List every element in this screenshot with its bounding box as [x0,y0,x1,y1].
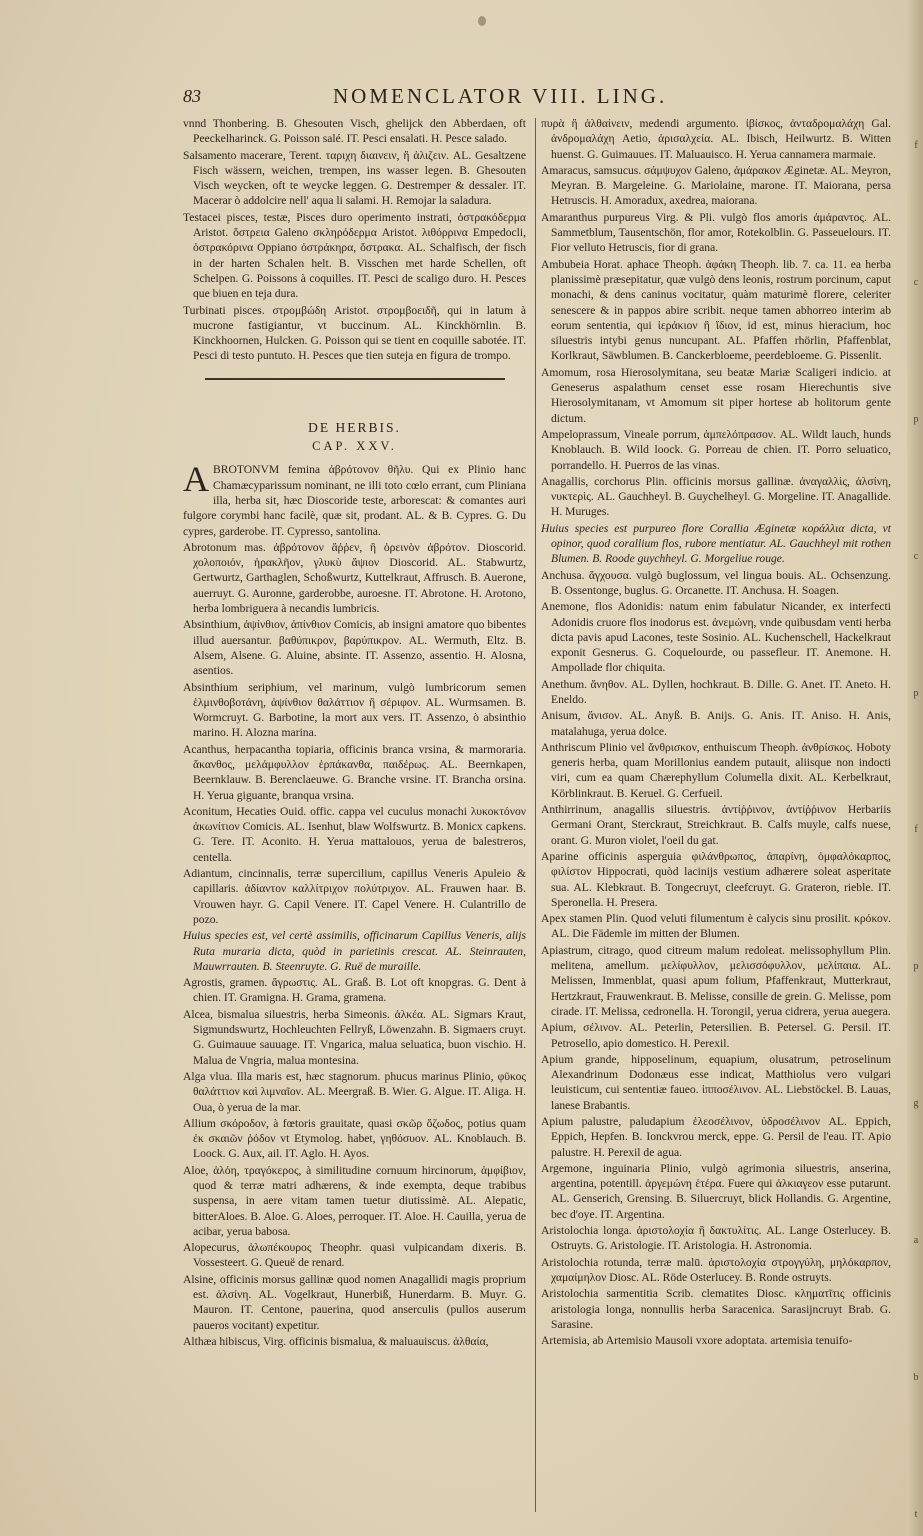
first-entry [183,459,526,538]
lexicon-entry: Anchusa. ἄγχουσα. vulgò buglossum, vel lingua bouis. AL. Ochsenzung. B. Ossentonge, buglus. G. Orcanette. IT. Anchusa. H. Soagen. [541,568,891,597]
lexicon-entry: Alga vlua. Illa maris est, hæc stagnorum. phucus marinus Plinio, φῦκος θαλάττιον καὶ λιμναῖον. AL. Meergraß. B. Wier. G. Algue. IT. Aliga. H. Oua, ò yerua de la mar. [183,1069,526,1114]
lexicon-entry: Alopecurus, ἀλωπέκουρος Theophr. quasi vulpicandam dixeris. B. Vossesteert. G. Queuë de renard. [183,1241,526,1270]
lexicon-entry: Althæa hibiscus, Virg. officinis bismalua, & maluauiscus. ἀλθαία, [183,1334,489,1348]
edge-glyph: p [913,961,919,973]
edge-glyph: g [913,1098,919,1110]
lexicon-entry: Anthriscum Plinio vel ἄνθρισκον, enthuiscum Theoph. ἀνθρίσκος. Hoboty generis herba, quam Morillonius eandem putauit, aliisque non indocti viri, cum ea quam Chærephyllum Columella dixit. AL. Kerbelkraut, Körblinkraut. B. Keruel. G. Cerfueil. [541,740,891,800]
binding-hole [478,16,486,26]
lexicon-entry: Aristolochia longa. ἀριστολοχία ἢ δακτυλίτις. AL. Lange Osterlucey. B. Ostruyts. G. Aristologie. IT. Aristologia. H. Astronomia. [541,1224,891,1253]
lexicon-entry: Acanthus, herpacantha topiaria, officinis branca vrsina, & marmoraria. ἄκανθος, μελάμφυλλον ἑρπάκανθα, παιδέρως. AL. Beernkapen, Beernklauw. B. Berenclaeuwe. G. Branche vrsine. IT. Brancha orsina. H. Yerua giguante, branqua vrsina. [183,742,526,802]
lexicon-entry: Amaranthus purpureus Virg. & Pli. vulgò flos amoris ἀμάραντος. AL. Sammetblum, Tausentschön, flor amor, Rotekolblin. G. Passeuelours. IT. Fior velluto Hetruscis, fior di grana. [541,210,891,255]
lexicon-entry: Anethum. ἄνηθον. AL. Dyllen, hochkraut. B. Dille. G. Anet. IT. Aneto. H. Eneldo. [541,677,891,706]
lexicon-entry: vnnd Thonbering. B. Ghesouten Visch, ghelijck den Abberdaen, oft Peeckelharinck. G. Poisson salé. IT. Pesci ensalati. H. Pesce salado. [183,117,526,146]
right-entries-after-note [541,568,891,1349]
edge-glyph: c [913,550,919,562]
edge-glyph: c [913,276,919,288]
lexicon-entry: Absinthium, ἀψίνθιον, ἀπίνθιον Comicis, ab insigni amatore quo bibentes illud auersantur. βαθύπικρον, βαρύπικρον. AL. Wermuth, Eltz. B. Alsem, Alsene. G. Aluine, absinte. IT. Assenzo, assentio. H. Alosna, asentios. [183,618,526,678]
lexicon-entry: Apium palustre, paludapium ἑλεοσέλινον, ὑδροσέλινον AL. Eppich, Eppich, Hepfen. B. Ionckvrou merck, eppe. G. Persil de l'eau. IT. Apio palustre. H. Perexil de agua. [541,1115,891,1159]
right-note: Huius species est purpureo flore Corallia Æginetæ κοράλλια dicta, vt opinor, quod corallium flos, rubore mentiatur. AL. Gauchheyl mit rothen Blumen. B. Roode guychheyl. G. Morgeliue rouge. [541,521,891,566]
lexicon-entry: Artemisia, ab Artemisio Mausoli vxore adoptata. artemisia tenuifo- [541,1334,853,1348]
section-title: DE HERBIS. [308,419,401,435]
lexicon-entry: Allium σκόροδον, à fœtoris grauitate, quasi σκῶρ ὄζωδος, potius quam ἐκ σκαιῶν ῥόδον vt Etymolog. habet, γηθόσυον. AL. Knoblauch. B. Loock. G. Aux, ail. IT. Aglo. H. Ayos. [183,1116,526,1161]
edge-glyph: b [913,1372,919,1384]
edge-glyph: f [914,140,918,151]
lexicon-entry: Adiantum, cincinnalis, terræ supercilium, capillus Veneris Apuleio & capillaris. ἀδίαντον καλλίτριχον πολύτριχον. AL. Frauwen haar. B. Vrouwen hayr. G. Capil Venere. IT. Capel Venere. H. Culantrillo de pozo. [183,867,526,926]
lexicon-entry: Ampeloprassum, Vineale porrum, ἀμπελόπρασον. AL. Wildt lauch, hunds Knoblauch. B. Wild loock. G. Porreau de chien. IT. Porro seluatico, porrandello. H. Puerros de las vinas. [541,427,891,472]
left-entries [183,540,526,927]
lexicon-entry: Anagallis, corchorus Plin. officinis morsus gallinæ. ἀναγαλλὶς, ἀλσίνη, νυκτερὶς. AL. Gauchheyl. B. Guychelheyl. G. Morgeline. IT. Anagallide. H. Muruges. [541,474,891,519]
lexicon-entry: Amaracus, samsucus. σάμψυχον Galeno, ἀμάρακον Æginetæ. AL. Meyron, Meyran. B. Margeleine. G. Mariolaine, marone. IT. Maiorana, persa Hetruscis. H. Amoradux, axedrea, maiorana. [541,163,891,208]
lexicon-entry: Aloe, ἀλόη, τραγόκερος, à similitudine cornuum hircinorum, ἀμφίβιον, quod & terræ matri adhærens, & inde exempta, deque trabibus suspensa, in aere vitam tamen tuetur diutissimè. AL. Alepatic, bitterAloes. B. Aloe. G. Aloes, perroquer. IT. Aloe. H. Cauilla, yerua de acibar, yerua babosa. [183,1163,526,1238]
lexicon-entry: Aconitum, Hecaties Ouid. offic. cappa vel cuculus monachi λυκοκτόνον ἀκωνίτιον Comicis. AL. Isenhut, blaw Wolfswurtz. B. Monicx capkens. G. Tere. IT. Aconito. H. Yerua mattalouos, yerua de balestreros, centella. [183,804,526,864]
edge-glyph: f [914,824,918,836]
left-note: Huius species est, vel certè assimilis, officinarum Capillus Veneris, alijs Ruta muraria dicta, quòd in parietinis crescat. AL. Steinrauten, Mauwrrauten. B. Steenruyte. G. Ruë de muraille. [183,929,526,973]
first-entry-text: BROTONVM femina ἀβρότονον θῆλυ. Qui ex Plinio hanc Chamæcyparissum nominant, ne illi toto cœlo errant, cum Pliniana illa, herba sit, hæc Dioscoride teste, arborescat: & comantes auri fulgore corymbi hanc facilè, quæ sit, prodant. AL. & B. Cypres. G. Du cypres, garderobe. IT. Cypresso, santolina. [183,463,526,538]
lexicon-entry: Apium grande, hipposelinum, equapium, olusatrum, petroselinum Alexandrinum Dodonæus esse indicat, Matthiolus vero vulgari leuisticum, cui sententiæ faueo. ἱπποσέλινον. AL. Liebstöckel. B. Lauas, lanese Brabantis. [541,1052,891,1112]
lexicon-entry: Apiastrum, citrago, quod citreum malum redoleat. melissophyllum Plin. melitena, amellum. μελίφυλλον, μελισσόφυλλον, μελίπαια. AL. Melissen, Immenblat, quasi apum folium, Pfaffenkraut, Mutterkraut, Hertzkraut, Frauwenkraut. B. Melisse, consille de grein. G. Melisse, pom cirade. IT. Melissa, cedronella. H. Torongil, yerua cidrera, yerua auegera. [541,943,892,1018]
lexicon-entry: Argemone, inguinaria Plinio, vulgò agrimonia siluestris, anserina, argentina, potentill. ἀργεμώνη ἑτέρα. Fuere qui ἀλκιαγεον esse putarunt. AL. Genserich, Grensing. B. Siluercruyt, blick Hollandis. G. Argentine, bec d'oye. IT. Argentina. [541,1161,891,1221]
lexicon-entry: Amomum, rosa Hierosolymitana, seu beatæ Mariæ Scaligeri indicio. at Geneserus aspalathum censet esse rosam Hierechuntis sive Hierosolymitanam, vt Amomum sit piper hortese ab holitorum gente dictum. [541,365,891,425]
edge-glyph: p [913,413,919,425]
lexicon-entry: Aristolochia rotunda, terræ malū. ἀριστολοχία στρογγύλη, μηλόκαρπον, χαμαίμηλον Diosc. AL. Röde Osterlucey. B. Ronde ostruyts. [541,1255,891,1284]
lexicon-entry: Aparine officinis asperguia φιλάνθρωπος, ἀπαρίνη, ὀμφαλόκαρπος, φιλίστον Hippocrati, quòd lacinijs vestium adhærere soleat asperitate sua. AL. Klebkraut. B. Tongecruyt, cleefcruyt. G. Grateron, rieble. IT. Speronella. H. Presera. [541,849,891,909]
running-title: NOMENCLATOR VIII. LING. [333,84,668,108]
right-entries [541,116,891,520]
chapter-title: CAP. XXV. [312,439,397,454]
lexicon-entry: Abrotonum mas. ἀβρότονον ἄῤῥεν, ἢ ὀρεινὸν ἀβρότον. Dioscorid. χολοποιόν, ἡρακλῆον, γλυκὺ ἄψιον Dioscorid. AL. Stabwurtz, Gertwurtz, Garthaglen, Schoßwurtz, Kuttelkraut, Affrusch. B. Auerone, auerruyt. G. Auronne, garderobbe, auroesne. IT. Abrotone. H. Arotono, herba lombriguera à necandis lumbricis. [183,540,526,616]
page-header [183,84,883,112]
facing-page-glyphs [911,140,921,1520]
lexicon-entry: Anisum, ἄνισον. AL. Anyß. B. Anijs. G. Anis. IT. Aniso. H. Anis, matalahuga, yerua dolce. [541,709,891,738]
page-number: 83 [183,86,201,106]
lexicon-entry: Testacei pisces, testæ, Pisces duro operimento instrati, ὀστρακόδερμα Aristot. ὄστρεια Galeno σκληρόδερμα Aristot. λιθόρρινα Empedocli, ὀστρακόρινα Oppiano ὀστράκηρα, ὄστρακα. AL. Schalfisch, der fisch in der harten Schalen helt. B. Visschen met harde Schellen, oft Schelpen. G. Poissons à coquilles. IT. Pesci de scaligo duro. H. Pesces que biuen en teja dura. [183,210,526,301]
left-column [183,116,526,1350]
section-divider [205,378,505,380]
lexicon-entry: Absinthium seriphium, vel marinum, vulgò lumbricorum semen ἑλμινθοβοτάνη, ἀψίνθιον θαλάττιον ἢ σέριφον. AL. Wurmsamen. B. Wormcruyt. G. Barbotine, la mort aux vers. IT. Assenzo, ò absinthio marino. H. Alozna marina. [183,680,526,740]
lexicon-entry: Apium, σέλινον. AL. Peterlin, Petersilien. B. Petersel. G. Persil. IT. Petrosello, apio domestico. H. Perexil. [541,1021,891,1050]
drop-cap-initial: A [183,459,209,500]
lexicon-entry: Apex stamen Plin. Quod veluti filumentum è calycis sinu prosilit. κρόκον. AL. Die Fädemle im mitten der Blumen. [541,912,891,941]
lexicon-entry: Alsine, officinis morsus gallinæ quod nomen Anagallidi magis proprium est. ἀλσίνη. AL. Vogelkraut, Hunerbiß, Hunerdarm. B. Muyr. G. Mauron. IT. Centone, pauerina, quod anserculis (pullos auserum paueros vocitant) expetitur. [183,1272,526,1332]
column-rule [535,118,536,1512]
lexicon-entry: Aristolochia sarmentitia Scrib. clematites Diosc. κληματῖτις officinis aristologia longa, nonnullis herba Saracenica. Sarasijncruyt Brab. G. Sarasine. [541,1287,891,1331]
lexicon-entry: Alcea, bismalua siluestris, herba Simeonis. ἀλκέα. AL. Sigmars Kraut, Sigmundswurtz, Hochleuchten Fellryß, Löwenzahn. B. Sigmaers cruyt. G. Guimauue sauuage. IT. Vngarica, malua seluatica, buon vischio. H. Malua de Vngria, malua montesina. [183,1007,526,1067]
left-entries-after-note [183,975,526,1349]
facing-page-edge [907,0,923,1536]
lexicon-entry: Salsamento macerare, Terent. ταριχη διαινειν, ἢ ἀλιζειν. AL. Gesaltzene Fisch wässern, weichen, trempen, ins wasser legen. B. Ghesouten Visch weycken, oft te weycke leggen. G. Destremper & dessaler. IT. Macerar ò addolcire nell' aqua li salami. H. Remojar la saladura. [183,148,526,208]
right-column [541,116,891,1508]
lexicon-entry: πυρὰ ἢ ἀλθαίνειν, medendi argumento. ἰβίσκος, ἀνταδρομαλάχη Gal. ἀνδρομαλάχη Aetio, ἀρισαλχεία. AL. Ibisch, Heilwurtz. B. Witten huenst. G. Guimauues. IT. Maluauisco. H. Yerua cannamera marmaie. [541,117,891,161]
lexicon-entry: Anthirrinum, anagallis siluestris. ἀντίῤῥινον, ἀντίῤῥινον Herbariis Germani Orant, Sterckraut, Streichkraut. B. Calfs muyle, calfs nuese, orant. G. Muron violet, l'oeil du gat. [541,803,891,847]
lexicon-entry: Agrostis, gramen. ἄγρωστις. AL. Graß. B. Lot oft knopgras. G. Dent à chien. IT. Gramigna. H. Grama, gramena. [183,976,526,1005]
left-top-entries [183,116,526,364]
edge-glyph: p [913,687,919,699]
edge-glyph: t [914,1508,918,1520]
lexicon-entry: Turbinati pisces. στρομβώδη Aristot. στρομβοειδῆ, qui in latum à mucrone fastigiantur, vt buccinum. AL. Kinckhörnlin. B. Kinckhoornen, Hulcken. G. Poisson qui se tient en coquille sabotée. IT. Pesci di testo puntuto. H. Pesces que tien suteja en figura de trompo. [183,303,526,363]
lexicon-entry: Ambubeia Horat. aphace Theoph. ἀφάκη Theoph. lib. 7. ca. 11. ea herba planissimè præsepitatur, quæ vulgò dens leonis, rostrum porcinum, caput monachi, & dens caninus vocitatur, quàm maturimè florere, celeriter senescere & in pappos abire scribit. neque tamen abhorreo interim ab eorum sententia, qui ἱεράκιον ἢ ἴδιον, id est, minus hieracium, hoc siluestris intybi genus nuncupant. AL. Pfaffen rhörlin, Pfaffenblat, Korlkraut, Säwblumen. B. Canckerbloeme, peerdebloeme. G. Pissenlit. [541,257,891,363]
lexicon-entry: Anemone, flos Adonidis: natum enim fabulatur Nicander, ex interfecti Adonidis cruore flos inodorus est. ἀνεμώνη, vnde quibusdam venti herba dicta pavis apud Lacones, teste Sosinio. AL. Kuchenschell, Hackelkraut exponit Gesnerus. G. Coquelourde, ou passefleur. IT. Anemone. H. Ampollade flor chiquita. [541,600,891,675]
edge-glyph: a [913,1235,919,1247]
